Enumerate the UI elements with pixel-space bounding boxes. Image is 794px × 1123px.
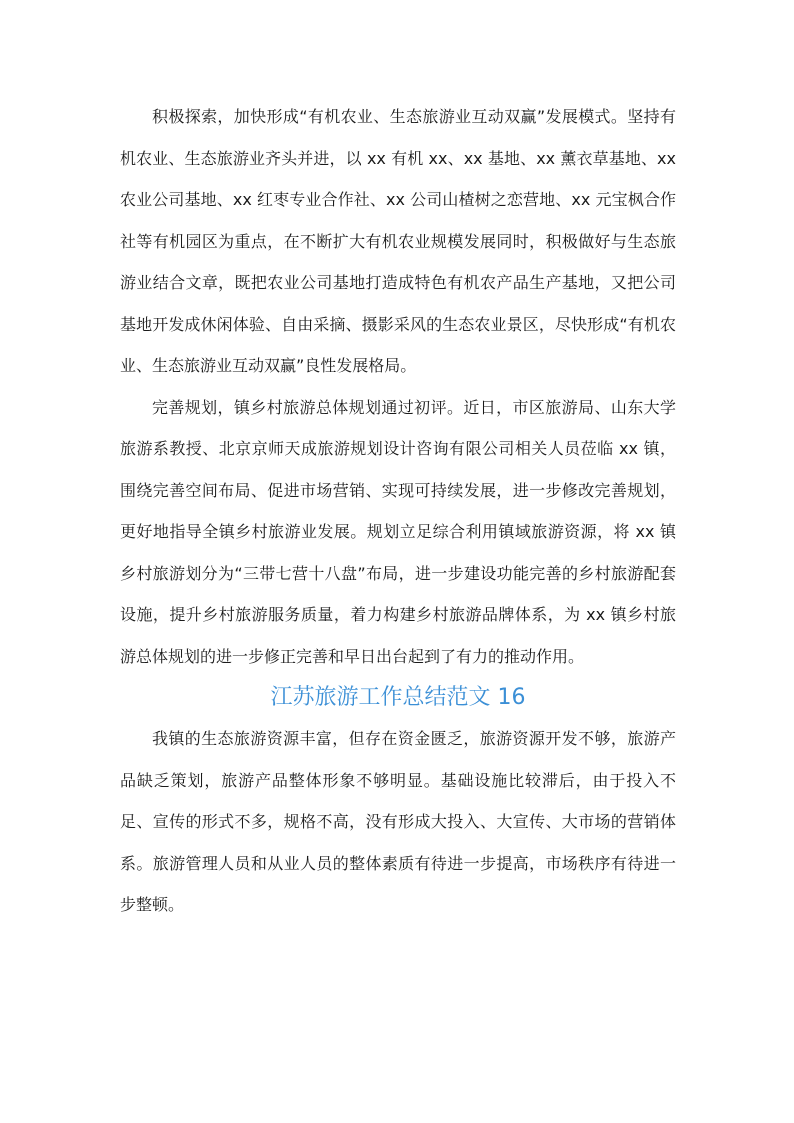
document-body: [120, 96, 676, 926]
section-heading: 江苏旅游工作总结范文 16: [270, 685, 526, 710]
paragraph-planning: 完善规划，镇乡村旅游总体规划通过初评。近日，市区旅游局、山东大学旅游系教授、北京京师天成旅游规划设计咨询有限公司相关人员莅临 xx 镇，围绕完善空间布局、促进市场营销、实现可持续发展，进一步修改完善规划，更好地指导全镇乡村旅游业发展。规划立足综合利用镇域旅游资源，将 xx 镇乡村旅游划分为“三带七营十八盘”布局，进一步建设功能完善的乡村旅游配套设施，提升乡村旅游服务质量，着力构建乡村旅游品牌体系，为 xx 镇乡村旅游总体规划的进一步修正完善和早日出台起到了有力的推动作用。: [120, 397, 676, 666]
paragraph-problems: 我镇的生态旅游资源丰富，但存在资金匮乏，旅游资源开发不够，旅游产品缺乏策划，旅游产品整体形象不够明显。基础设施比较滞后，由于投入不足、宣传的形式不多，规格不高，没有形成大投入、大宣传、大市场的营销体系。旅游管理人员和从业人员的整体素质有待进一步提高，市场秩序有待进一步整顿。: [120, 729, 676, 914]
paragraph-organic-agriculture: 积极探索，加快形成“有机农业、生态旅游业互动双赢”发展模式。坚持有机农业、生态旅游业齐头并进，以 xx 有机 xx、xx 基地、xx 薰衣草基地、xx 农业公司基地、xx 红枣专业合作社、xx 公司山楂树之恋营地、xx 元宝枫合作社等有机园区为重点，在不断扩大有机农业规模发展同时，积极做好与生态旅游业结合文章，既把农业公司基地打造成特色有机农产品生产基地，又把公司基地开发成休闲体验、自由采摘、摄影采风的生态农业景区，尽快形成“有机农业、生态旅游业互动双赢”良性发展格局。: [120, 107, 676, 375]
